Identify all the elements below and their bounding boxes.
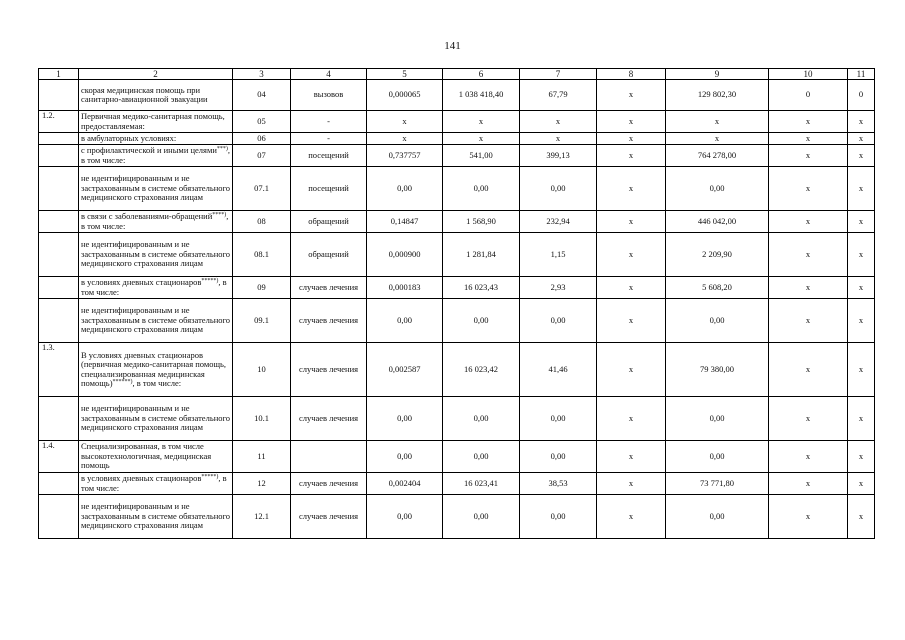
- section-number: [39, 495, 79, 539]
- unit-cell: посещений: [291, 167, 367, 211]
- cost-cell: 16 023,42: [443, 343, 520, 397]
- row-code: 11: [233, 441, 291, 473]
- description-text: в амбулаторных условиях:: [81, 132, 177, 143]
- column-header: 8: [597, 69, 666, 80]
- col10-cell: x: [769, 495, 848, 539]
- col10-cell: x: [769, 111, 848, 133]
- col11-cell: x: [848, 211, 875, 233]
- column-header: 6: [443, 69, 520, 80]
- section-number: [39, 277, 79, 299]
- row-code: 04: [233, 80, 291, 111]
- description-text: в условиях дневных стационаров: [81, 277, 202, 287]
- row-description: [79, 145, 233, 167]
- per-capita-cell: 232,94: [520, 211, 597, 233]
- cost-cell: 0,00: [443, 397, 520, 441]
- unit-cell: случаев лечения: [291, 397, 367, 441]
- per-capita-cell: 1,15: [520, 233, 597, 277]
- unit-cell: [291, 441, 367, 473]
- unit-cell: случаев лечения: [291, 473, 367, 495]
- col10-cell: x: [769, 145, 848, 167]
- col11-cell: x: [848, 441, 875, 473]
- total-cell: 5 608,20: [666, 277, 769, 299]
- col10-cell: x: [769, 397, 848, 441]
- per-capita-cell: 0,00: [520, 299, 597, 343]
- row-code: 10.1: [233, 397, 291, 441]
- col11-cell: x: [848, 233, 875, 277]
- description-tail: , в том числе:: [81, 473, 227, 493]
- total-cell: 129 802,30: [666, 80, 769, 111]
- table-row: [39, 167, 875, 211]
- row-description: [79, 111, 233, 133]
- col11-cell: x: [848, 299, 875, 343]
- per-capita-cell: 0,00: [520, 167, 597, 211]
- section-number: [39, 473, 79, 495]
- section-number: [39, 145, 79, 167]
- col11-cell: x: [848, 145, 875, 167]
- col8-cell: x: [597, 473, 666, 495]
- col8-cell: x: [597, 211, 666, 233]
- row-code: 07.1: [233, 167, 291, 211]
- section-number: [39, 167, 79, 211]
- row-code: 09: [233, 277, 291, 299]
- table-row: [39, 343, 875, 397]
- description-text: Первичная медико-санитарная помощь, предоставляемая:: [81, 111, 225, 131]
- col10-cell: x: [769, 277, 848, 299]
- table-row: [39, 441, 875, 473]
- table-row: [39, 277, 875, 299]
- total-cell: 0,00: [666, 167, 769, 211]
- col10-cell: x: [769, 211, 848, 233]
- column-header: 2: [79, 69, 233, 80]
- total-cell: 0,00: [666, 495, 769, 539]
- col8-cell: x: [597, 145, 666, 167]
- description-text: скорая медицинская помощь при санитарно-авиационной эвакуации: [81, 84, 208, 104]
- cost-cell: x: [443, 111, 520, 133]
- cost-cell: 16 023,43: [443, 277, 520, 299]
- col10-cell: x: [769, 343, 848, 397]
- row-description: [79, 473, 233, 495]
- col8-cell: x: [597, 111, 666, 133]
- row-code: 08.1: [233, 233, 291, 277]
- total-cell: 79 380,00: [666, 343, 769, 397]
- row-description: [79, 299, 233, 343]
- unit-cell: случаев лечения: [291, 299, 367, 343]
- description-tail: , в том числе:: [132, 378, 182, 388]
- norm-cell: 0,00: [367, 397, 443, 441]
- row-code: 05: [233, 111, 291, 133]
- section-number: [39, 133, 79, 145]
- col8-cell: x: [597, 441, 666, 473]
- total-cell: x: [666, 133, 769, 145]
- row-code: 10: [233, 343, 291, 397]
- norm-cell: 0,002404: [367, 473, 443, 495]
- row-description: [79, 167, 233, 211]
- col10-cell: 0: [769, 80, 848, 111]
- table-row: [39, 299, 875, 343]
- col11-cell: x: [848, 111, 875, 133]
- column-header: 1: [39, 69, 79, 80]
- description-text: не идентифицированным и не застрахованным в системе обязательного медицинского страхования лицам: [81, 403, 231, 433]
- unit-cell: обращений: [291, 211, 367, 233]
- description-text: в условиях дневных стационаров: [81, 473, 202, 483]
- per-capita-cell: 2,93: [520, 277, 597, 299]
- row-description: [79, 133, 233, 145]
- description-tail: , в том числе:: [81, 277, 227, 297]
- row-description: [79, 277, 233, 299]
- table-row: [39, 397, 875, 441]
- column-header: 10: [769, 69, 848, 80]
- col8-cell: x: [597, 233, 666, 277]
- column-number-row: [39, 69, 875, 80]
- total-cell: 2 209,90: [666, 233, 769, 277]
- col8-cell: x: [597, 397, 666, 441]
- norm-cell: 0,14847: [367, 211, 443, 233]
- table-row: [39, 495, 875, 539]
- row-description: [79, 233, 233, 277]
- description-text: Специализированная, в том числе высокотехнологичная, медицинская помощь: [81, 441, 212, 471]
- row-description: [79, 80, 233, 111]
- total-cell: 446 042,00: [666, 211, 769, 233]
- table-row: [39, 211, 875, 233]
- cost-cell: 541,00: [443, 145, 520, 167]
- section-number: 1.2.: [39, 111, 79, 133]
- row-code: 07: [233, 145, 291, 167]
- col8-cell: x: [597, 167, 666, 211]
- total-cell: 0,00: [666, 397, 769, 441]
- col11-cell: x: [848, 397, 875, 441]
- col10-cell: x: [769, 167, 848, 211]
- norm-cell: 0,002587: [367, 343, 443, 397]
- unit-cell: случаев лечения: [291, 277, 367, 299]
- col10-cell: x: [769, 441, 848, 473]
- norm-cell: x: [367, 111, 443, 133]
- total-cell: 73 771,80: [666, 473, 769, 495]
- description-text: с профилактической и иными целями: [81, 145, 217, 155]
- col11-cell: 0: [848, 80, 875, 111]
- col8-cell: x: [597, 277, 666, 299]
- footnote-mark: ******): [112, 379, 133, 385]
- per-capita-cell: x: [520, 133, 597, 145]
- per-capita-cell: 399,13: [520, 145, 597, 167]
- col11-cell: x: [848, 343, 875, 397]
- data-table: [38, 68, 875, 539]
- row-code: 12: [233, 473, 291, 495]
- col10-cell: x: [769, 233, 848, 277]
- description-text: не идентифицированным и не застрахованным в системе обязательного медицинского страхования лицам: [81, 501, 231, 531]
- col8-cell: x: [597, 299, 666, 343]
- footnote-mark: ****): [212, 212, 227, 218]
- row-description: [79, 343, 233, 397]
- footnote-mark: ***): [216, 146, 228, 152]
- table-row: [39, 145, 875, 167]
- cost-cell: 1 281,84: [443, 233, 520, 277]
- cost-cell: 0,00: [443, 167, 520, 211]
- unit-cell: обращений: [291, 233, 367, 277]
- table-row: [39, 233, 875, 277]
- description-tail: , в том числе:: [81, 145, 231, 165]
- norm-cell: 0,00: [367, 495, 443, 539]
- total-cell: 764 278,00: [666, 145, 769, 167]
- column-header: 5: [367, 69, 443, 80]
- column-header: 9: [666, 69, 769, 80]
- cost-cell: 1 038 418,40: [443, 80, 520, 111]
- col10-cell: x: [769, 299, 848, 343]
- norm-cell: 0,00: [367, 441, 443, 473]
- norm-cell: 0,000183: [367, 277, 443, 299]
- unit-cell: случаев лечения: [291, 495, 367, 539]
- row-code: 12.1: [233, 495, 291, 539]
- description-text: не идентифицированным и не застрахованным в системе обязательного медицинского страхования лицам: [81, 305, 231, 335]
- table-row: [39, 80, 875, 111]
- unit-cell: посещений: [291, 145, 367, 167]
- row-description: [79, 441, 233, 473]
- per-capita-cell: 0,00: [520, 441, 597, 473]
- col10-cell: x: [769, 133, 848, 145]
- col8-cell: x: [597, 133, 666, 145]
- table-row: [39, 473, 875, 495]
- page-number: 141: [444, 40, 461, 52]
- unit-cell: случаев лечения: [291, 343, 367, 397]
- unit-cell: вызовов: [291, 80, 367, 111]
- cost-cell: 0,00: [443, 299, 520, 343]
- cost-cell: 0,00: [443, 495, 520, 539]
- total-cell: x: [666, 111, 769, 133]
- section-number: 1.4.: [39, 441, 79, 473]
- per-capita-cell: x: [520, 111, 597, 133]
- col8-cell: x: [597, 495, 666, 539]
- row-code: 08: [233, 211, 291, 233]
- column-header: 4: [291, 69, 367, 80]
- col10-cell: x: [769, 473, 848, 495]
- norm-cell: 0,00: [367, 167, 443, 211]
- footnote-mark: *****): [201, 474, 219, 480]
- cost-cell: 16 023,41: [443, 473, 520, 495]
- section-number: [39, 299, 79, 343]
- section-number: [39, 211, 79, 233]
- description-text: не идентифицированным и не застрахованным в системе обязательного медицинского страхования лицам: [81, 173, 231, 203]
- col8-cell: x: [597, 80, 666, 111]
- column-header: 7: [520, 69, 597, 80]
- description-text: в связи с заболеваниями-обращений: [81, 211, 213, 221]
- col11-cell: x: [848, 133, 875, 145]
- footnote-mark: *****): [201, 278, 219, 284]
- per-capita-cell: 38,53: [520, 473, 597, 495]
- per-capita-cell: 41,46: [520, 343, 597, 397]
- table-row: [39, 133, 875, 145]
- cost-cell: 0,00: [443, 441, 520, 473]
- norm-cell: x: [367, 133, 443, 145]
- norm-cell: 0,000065: [367, 80, 443, 111]
- total-cell: 0,00: [666, 299, 769, 343]
- col11-cell: x: [848, 277, 875, 299]
- row-description: [79, 495, 233, 539]
- per-capita-cell: 0,00: [520, 397, 597, 441]
- cost-cell: x: [443, 133, 520, 145]
- description-tail: , в том числе:: [81, 211, 229, 231]
- per-capita-cell: 67,79: [520, 80, 597, 111]
- norm-cell: 0,000900: [367, 233, 443, 277]
- description-text: В условиях дневных стационаров (первичная медико-санитарная помощь, специализированная медицинская помощь): [81, 349, 227, 388]
- col11-cell: x: [848, 473, 875, 495]
- section-number: 1.3.: [39, 343, 79, 397]
- per-capita-cell: 0,00: [520, 495, 597, 539]
- unit-cell: -: [291, 133, 367, 145]
- norm-cell: 0,00: [367, 299, 443, 343]
- section-number: [39, 233, 79, 277]
- section-number: [39, 397, 79, 441]
- row-code: 06: [233, 133, 291, 145]
- row-description: [79, 211, 233, 233]
- total-cell: 0,00: [666, 441, 769, 473]
- column-header: 3: [233, 69, 291, 80]
- col8-cell: x: [597, 343, 666, 397]
- table-row: [39, 111, 875, 133]
- row-code: 09.1: [233, 299, 291, 343]
- norm-cell: 0,737757: [367, 145, 443, 167]
- row-description: [79, 397, 233, 441]
- unit-cell: -: [291, 111, 367, 133]
- col11-cell: x: [848, 495, 875, 539]
- cost-cell: 1 568,90: [443, 211, 520, 233]
- section-number: [39, 80, 79, 111]
- column-header: 11: [848, 69, 875, 80]
- description-text: не идентифицированным и не застрахованным в системе обязательного медицинского страхования лицам: [81, 239, 231, 269]
- col11-cell: x: [848, 167, 875, 211]
